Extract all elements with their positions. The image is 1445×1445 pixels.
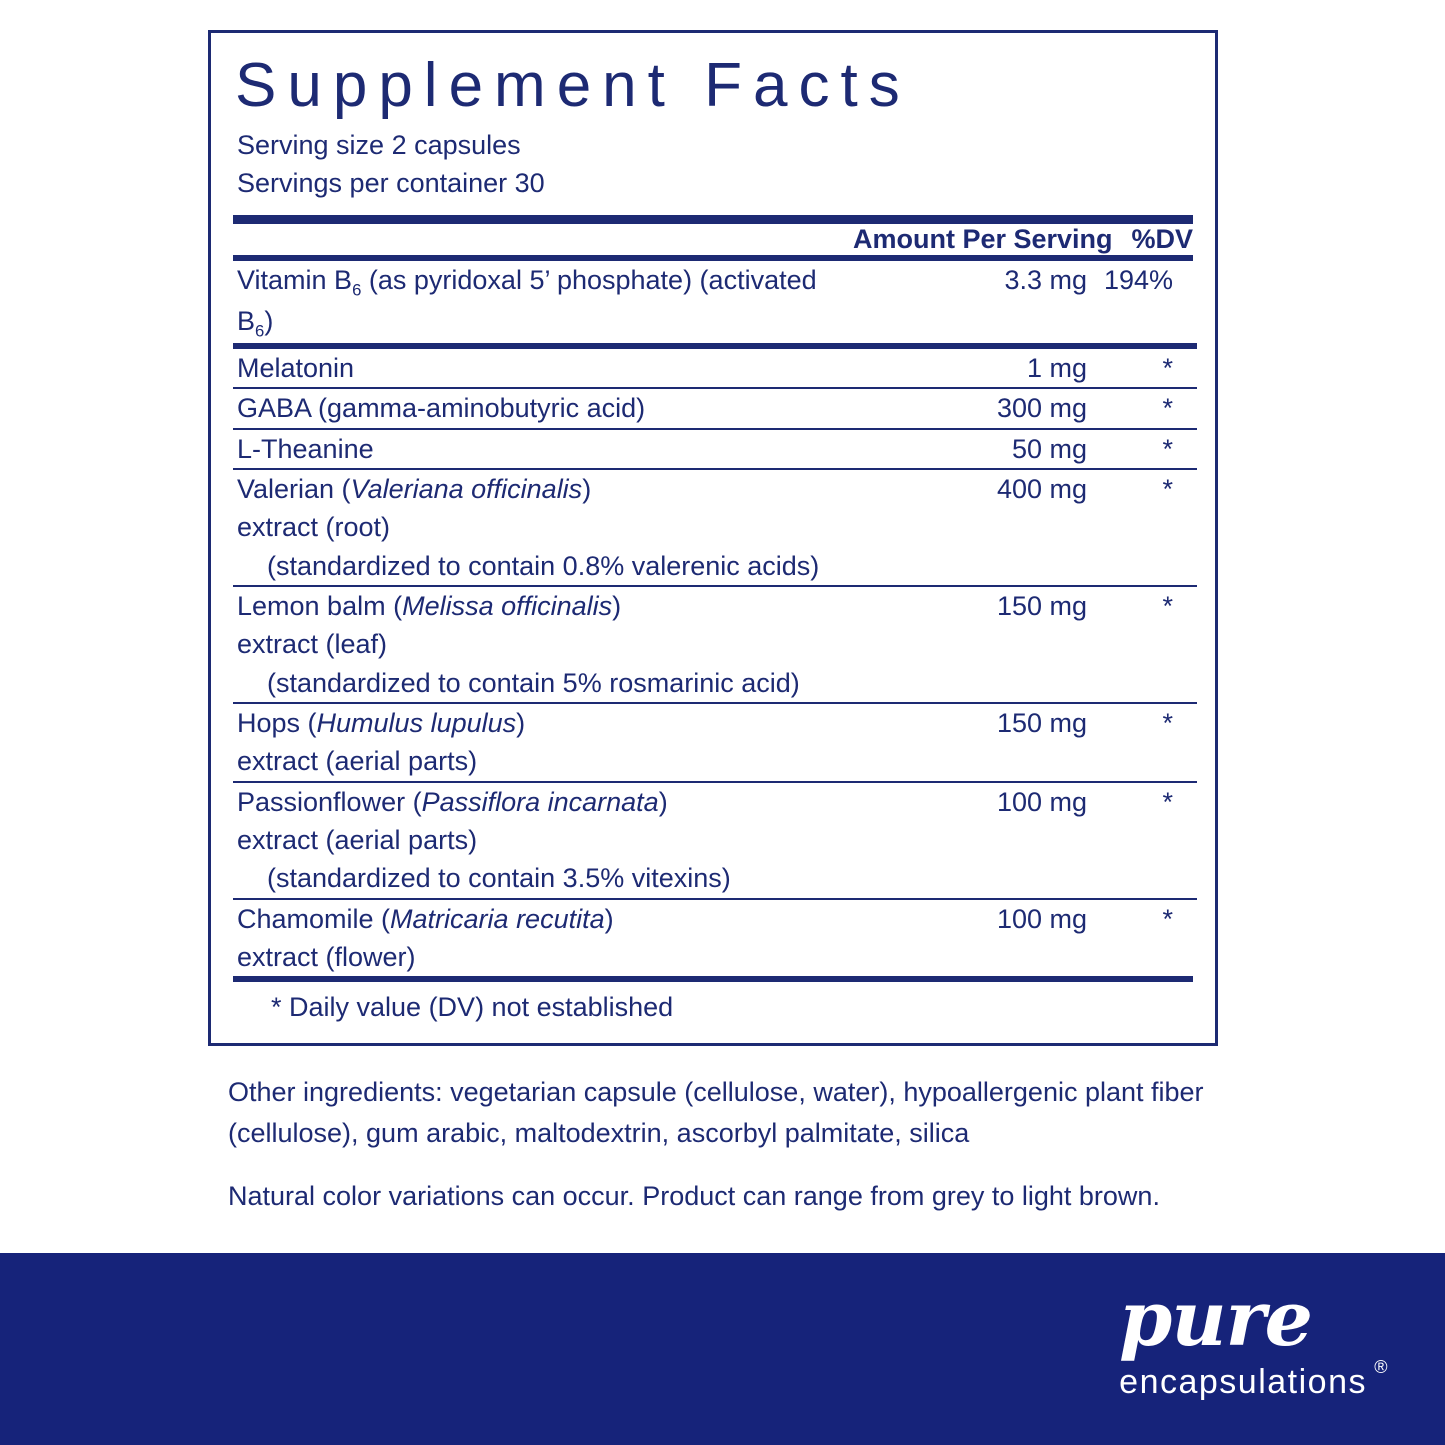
header-amount-per-serving: Amount Per Serving [853, 223, 1113, 254]
color-variation-note: Natural color variations can occur. Product can range from grey to light brown. [228, 1181, 1160, 1211]
brand-name-secondary-text: encapsulations [1119, 1363, 1367, 1401]
brand-footer [0, 1253, 1445, 1445]
supplement-facts-panel [208, 30, 1218, 1046]
ingredient-name: Passionflower (Passiflora incarnata) extract (aerial parts) (standardized to contain 3.5% vitexins) [233, 782, 853, 899]
other-ingredients-text: Other ingredients: vegetarian capsule (cellulose, water), hypoallergenic plant fiber (cellulose), gum arabic, maltodextrin, ascorbyl palmitate, silica [228, 1077, 1204, 1148]
ingredient-daily-value: * [1093, 469, 1197, 586]
table-row [233, 703, 1197, 782]
table-row [233, 899, 1197, 977]
ingredient-daily-value: * [1093, 346, 1197, 388]
nutrition-rows-table [233, 261, 1197, 977]
ingredient-amount: 1 mg [853, 346, 1093, 388]
table-row [233, 782, 1197, 899]
page-title: Supplement Facts [235, 51, 911, 120]
brand-name-primary: pure [1119, 1274, 1312, 1363]
table-row [233, 261, 1197, 346]
ingredient-daily-value: * [1093, 429, 1197, 469]
serving-size-text: Serving size 2 capsules [237, 130, 521, 161]
header-percent-dv: %DV [1131, 223, 1193, 254]
brand-logo [1119, 1274, 1389, 1402]
ingredient-amount: 400 mg [853, 469, 1093, 586]
ingredient-amount: 50 mg [853, 429, 1093, 469]
ingredient-name: Valerian (Valeriana officinalis) extract (root) (standardized to contain 0.8% valerenic acids) [233, 469, 853, 586]
header-blank [233, 224, 853, 255]
table-row [233, 586, 1197, 703]
ingredient-daily-value: * [1162, 903, 1173, 934]
ingredient-name: Lemon balm (Melissa officinalis) extract (leaf) (standardized to contain 5% rosmarinic acid) [233, 586, 853, 703]
brand-name-secondary [1119, 1357, 1389, 1402]
ingredient-daily-value: * [1093, 782, 1197, 899]
registered-trademark-icon: ® [1374, 1357, 1389, 1377]
ingredient-amount: 100 mg [996, 903, 1087, 934]
table-row [233, 469, 1197, 586]
divider-top-thick [233, 215, 1193, 224]
ingredient-amount: 3.3 mg [853, 261, 1093, 346]
ingredient-amount: 150 mg [853, 586, 1093, 703]
ingredient-daily-value: * [1093, 388, 1197, 428]
ingredient-name: L-Theanine [233, 429, 853, 469]
ingredient-amount: 300 mg [853, 388, 1093, 428]
servings-per-container-text: Servings per container 30 [237, 168, 545, 199]
table-header-row [233, 224, 1197, 255]
ingredient-name: Hops (Humulus lupulus) extract (aerial parts) [233, 703, 853, 782]
ingredient-name: Chamomile (Matricaria recutita) extract (flower) [237, 903, 614, 972]
table-row [233, 346, 1197, 388]
ingredient-name: Vitamin $B_6$ (as pyridoxal 5’ phosphate) (activated $B_6$) [233, 261, 853, 346]
ingredient-daily-value: * [1093, 703, 1197, 782]
nutrition-table [233, 224, 1197, 255]
daily-value-footnote: * Daily value (DV) not established [271, 992, 674, 1023]
ingredient-amount: 150 mg [853, 703, 1093, 782]
ingredient-name: Melatonin [233, 346, 853, 388]
table-row [233, 388, 1197, 428]
ingredient-name: GABA (gamma-aminobutyric acid) [233, 388, 853, 428]
ingredient-daily-value: * [1093, 586, 1197, 703]
ingredient-amount: 100 mg [853, 782, 1093, 899]
ingredient-daily-value: 194% [1093, 261, 1197, 346]
table-row [233, 429, 1197, 469]
